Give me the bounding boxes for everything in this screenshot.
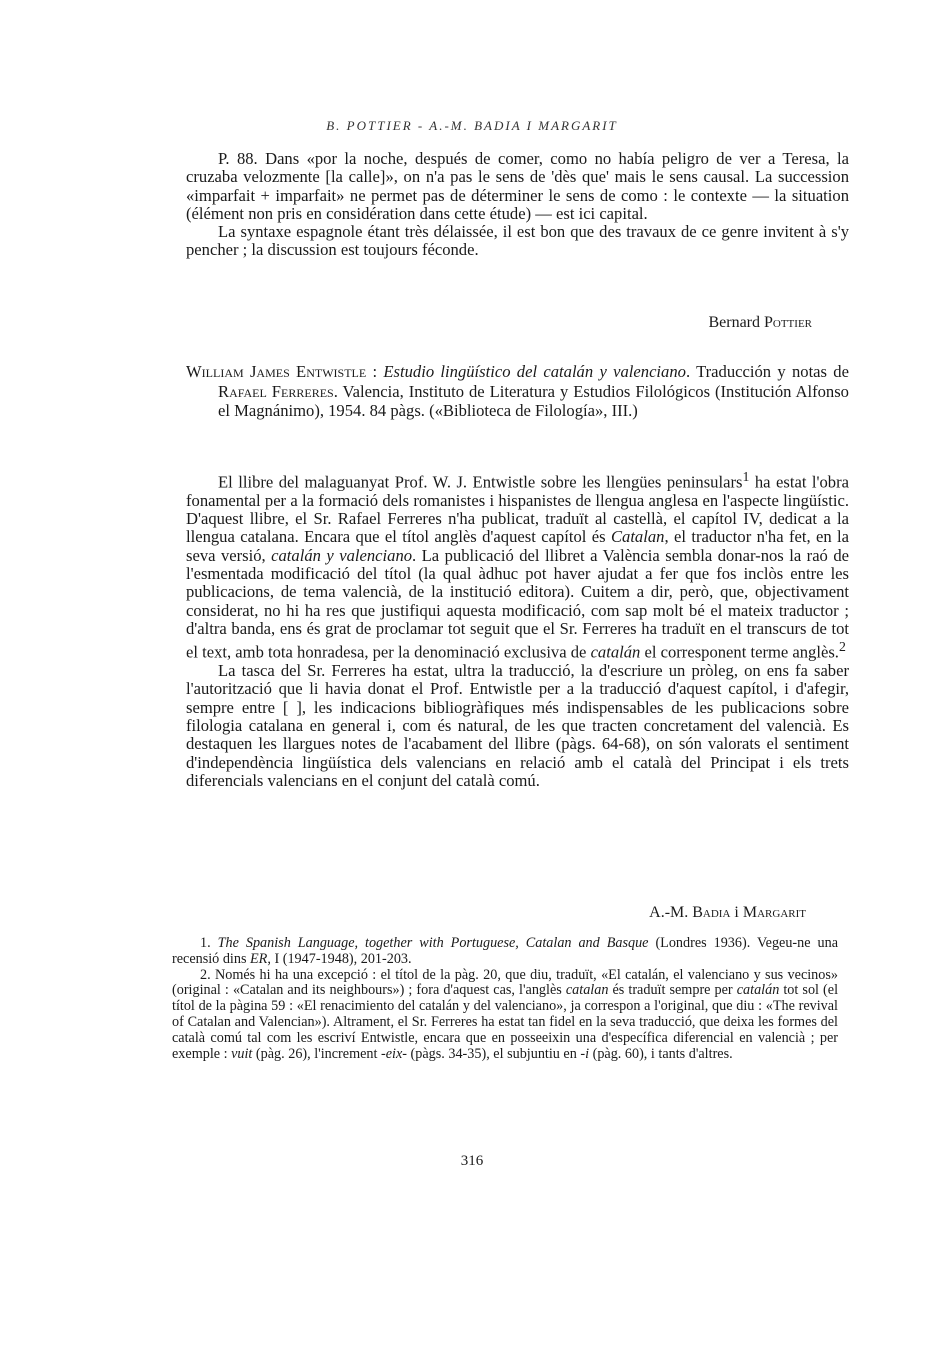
emphasis: Catalan — [610, 527, 665, 547]
signature-initials: A.-M. — [649, 904, 689, 921]
paragraph: La tasca del Sr. Ferreres ha estat, ultra la traducció, la d'escriure un pròleg, on ens fa saber l'autorització que li havia donat el Prof. Entwistle per a la traducció d'aquest capítol, i d'afegir, sempre entre [ ], les indicacions bibliogràfiques més indispensables de les publicacions sobre filologia catalana en general i, com és natural, de les que tracten concretament del valencià. Es destaquen les llargues notes de l'acabament del llibre (pàgs. 64-68), on són valorats el sentiment d'independència lingüística dels valencians en relació amb el català del Principat i els trets diferencials valencians en el conjunt del català comú. — [186, 661, 849, 790]
footnotes — [172, 936, 838, 1062]
text-run: Només hi ha una excepció : el títol de la pàg. 20, que diu, traduït, «El catalán, el valenciano y sus vecinos» (original : «Catalan and its neighbours») ; fora d'aquest cas, l'anglès — [172, 966, 838, 999]
signature-pottier — [708, 314, 812, 332]
reviewed-title: Estudio lingüístico del catalán y valenciano — [383, 362, 686, 381]
text-run: (pàg. 60), i tants d'altres. — [589, 1045, 733, 1062]
review-body — [186, 468, 849, 790]
reviewed-author: William James Entwistle — [186, 362, 367, 381]
review-details: . Valencia, Instituto de Literatura y Estudios Filológicos (Institución Alfonso el Magnánimo), 1954. 84 pàgs. («Biblioteca de Filología», III.) — [218, 381, 849, 421]
text-run: tot sol (el títol de la pàgina 59 : «El renacimiento del catalán y del valenciano», ja correspon a l'original, que diu : «The revival of Catalan and Valencian»). Altrament, el Sr. Ferreres ha estat tan fidel en la seva traducció, que deixa les formes del català comú tal com les escriví Entwistle, encara que en posseeixin una d'específica diferencial en valencià ; per exemple : — [172, 982, 839, 1062]
review-heading — [186, 362, 849, 421]
pottier-review-conclusion — [186, 150, 849, 260]
signature-last-name: Badia — [692, 904, 731, 921]
page-number: 316 — [460, 1153, 484, 1169]
signature-conjunction: i — [734, 904, 739, 921]
separator: : — [366, 362, 384, 381]
emphasis: catalán — [590, 642, 641, 662]
signature-badia — [649, 904, 806, 922]
emphasis: catalan — [565, 982, 609, 999]
signature-last-name: Margarit — [742, 904, 806, 921]
emphasis: catalán y valenciano — [271, 545, 413, 565]
text-run: (pàgs. 34-35), el subjuntiu en — [407, 1045, 581, 1062]
paragraph: La syntaxe espagnole étant très délaissée, il est bon que des travaux de ce genre invitent à s'y pencher ; la discussion est toujours féconde. — [186, 222, 849, 260]
paragraph: P. 88. Dans «por la noche, después de comer, como no había peligro de ver a Teresa, la cruzaba velozmente [la calle]», on n'a pas le sens de 'dès que' mais le sens causal. La succession «imparfait + imparfait» ne permet pas de déterminer le sens de como : le contexte — la situation (élément non pris en considération dans cette étude) — est ici capital. — [186, 149, 849, 223]
footnote-ref: 1 — [742, 469, 750, 484]
text-run: el corresponent terme anglès. — [640, 642, 839, 662]
emphasis: vuit — [231, 1045, 253, 1062]
text-run: , I (1947-1948), 201-203. — [267, 950, 412, 967]
footnote-number: 2. — [200, 966, 211, 983]
emphasis: The Spanish Language, together with Portuguese, Catalan and Basque — [217, 935, 649, 951]
text-run: (Londres 1936). Vegeu-ne una recensió dins — [172, 935, 838, 967]
review-details: . Traducción y notas de — [685, 362, 849, 381]
emphasis: catalán — [736, 982, 780, 999]
footnote-number: 1. — [200, 935, 211, 951]
text-run: El llibre del malaguanyat Prof. W. J. Entwistle sobre les llengües peninsulars — [218, 472, 743, 492]
text-run: és traduït sempre per — [608, 982, 737, 999]
translator-name: Rafael Ferreres — [218, 381, 334, 401]
emphasis: ER — [250, 950, 268, 967]
paragraph — [186, 468, 849, 662]
signature-first-name: Bernard — [708, 314, 760, 331]
signature-last-name: Pottier — [764, 314, 812, 331]
footnote-2 — [172, 968, 838, 1063]
emphasis: -eix- — [381, 1045, 407, 1062]
text-run: . La publicació del llibret a València sembla donar-nos la raó de l'esmentada modificació del títol (la qual àdhuc pot haver ajudat a fer que fos inclòs entre les publicacions, de tema valencià, de la institució editora). Cuitem a dir, però, que, objectivament considerat, no hi ha res que justifiqui aquesta modificació, com sap molt bé el mateix traductor ; d'altra banda, ens és grat de proclamar tot seguit que el Sr. Ferreres ha traduït en el transcurs de tot el text, amb tota honradesa, per la denominació exclusiva de — [186, 545, 849, 662]
text-run: (pàg. 26), l'increment — [252, 1045, 381, 1062]
text-run: , el traductor n'ha fet, en la seva versió, — [186, 527, 849, 565]
running-head: B. POTTIER - A.-M. BADIA I MARGARIT — [326, 118, 618, 133]
footnote-ref: 2 — [838, 639, 846, 655]
text-run: ha estat l'obra fonamental per a la formació dels romanistes i hispanistes de llengua anglesa en l'aspecte lingüístic. D'aquest llibre, el Sr. Rafael Ferreres n'ha publicat, traduït al castellà, el capítol IV, dedicat a la llengua catalana. Encara que el títol anglès d'aquest capítol és — [186, 472, 849, 547]
footnote-1 — [172, 936, 838, 968]
emphasis: -i — [580, 1045, 590, 1062]
